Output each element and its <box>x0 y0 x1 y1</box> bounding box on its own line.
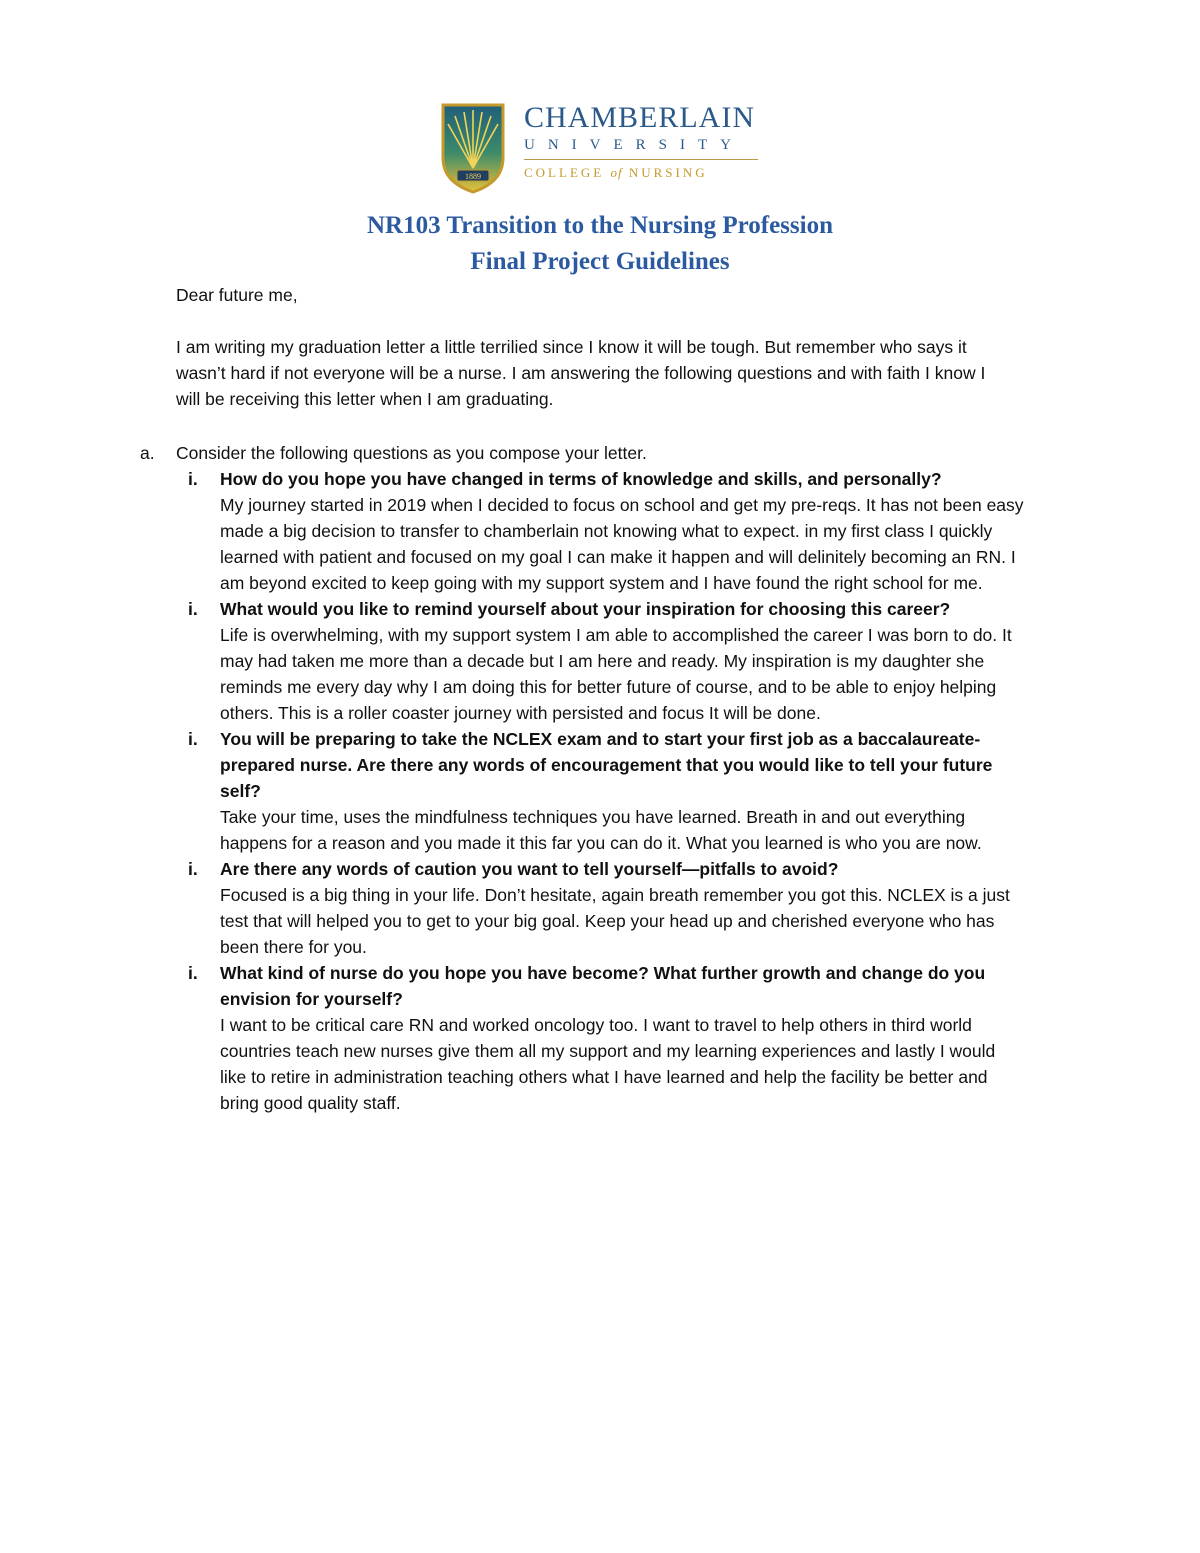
logo-college <box>524 164 760 182</box>
question-item <box>140 466 1140 596</box>
logo-college-post: NURSING <box>622 165 708 180</box>
shield-crest-icon <box>440 102 506 194</box>
question-list <box>140 466 1140 1116</box>
question-item <box>140 726 1140 856</box>
answer-line: others. This is a roller coaster journey with persisted and focus It will be done. <box>220 703 821 723</box>
answer-line: bring good quality staff. <box>220 1093 401 1113</box>
document-title: NR103 Transition to the Nursing Profession <box>366 212 833 239</box>
intro-line: will be receiving this letter when I am graduating. <box>176 389 554 409</box>
section-marker: a. <box>140 443 155 463</box>
logo-college-of: of <box>610 165 623 180</box>
intro-line: I am writing my graduation letter a little terrilied since I know it will be tough. But remember who says it <box>176 337 967 357</box>
question-item <box>140 856 1140 960</box>
intro-line: wasn’t hard if not everyone will be a nurse. I am answering the following questions and with faith I know I <box>176 363 986 383</box>
section-heading <box>140 440 1140 466</box>
answer-line: like to retire in administration teaching others what I have learned and help the facility be better and <box>220 1067 988 1087</box>
questions-section <box>140 440 1140 1116</box>
intro-paragraph <box>176 334 985 412</box>
question-marker: i. <box>188 963 198 983</box>
answer-line: reminds me every day why I am doing this for better future of course, and to be able to enjoy helping <box>220 677 997 697</box>
question-marker: i. <box>188 859 198 879</box>
question-body <box>220 960 1140 1116</box>
answer-line: countries teach new nurses give them all my support and my learning experiences and lastly I would <box>220 1041 996 1061</box>
university-logo <box>440 102 760 194</box>
logo-wordmark <box>524 102 760 182</box>
answer-line: I want to be critical care RN and worked oncology too. I want to travel to help others in third world <box>220 1015 972 1035</box>
answer-line: My journey started in 2019 when I decided to focus on school and get my pre-reqs. It has not been easy <box>220 495 1024 515</box>
question-item <box>140 960 1140 1116</box>
answer-line: learned with patient and focused on my goal I can make it happen and will delinitely becoming an RN. I <box>220 547 1016 567</box>
question-title-line: Are there any words of caution you want to tell yourself—pitfalls to avoid? <box>220 859 839 879</box>
question-body <box>220 466 1140 596</box>
question-title-line: What kind of nurse do you hope you have become? What further growth and change do you <box>220 963 986 983</box>
crest-year: 1889 <box>465 172 481 181</box>
question-title-line: prepared nurse. Are there any words of encouragement that you would like to tell your future <box>220 755 993 775</box>
answer-line: may had taken me more than a decade but I am here and ready. My inspiration is my daughter she <box>220 651 985 671</box>
question-body <box>220 856 1140 960</box>
question-title-line: envision for yourself? <box>220 989 403 1009</box>
answer-line: made a big decision to transfer to chamberlain not knowing what to expect. in my first class I quickly <box>220 521 993 541</box>
question-title-line: You will be preparing to take the NCLEX exam and to start your first job as a baccalaureate- <box>220 729 981 749</box>
answer-line: Focused is a big thing in your life. Don’t hesitate, again breath remember you got this. NCLEX is a just <box>220 885 1010 905</box>
logo-divider <box>524 159 758 160</box>
answer-line: happens for a reason and you made it this far you can do it. What you learned is who you are now. <box>220 833 982 853</box>
question-title-line: What would you like to remind yourself about your inspiration for choosing this career? <box>220 599 951 619</box>
question-marker: i. <box>188 729 198 749</box>
document-subtitle: Final Project Guidelines <box>470 248 730 275</box>
question-title-line: self? <box>220 781 261 801</box>
logo-college-pre: COLLEGE <box>524 165 611 180</box>
logo-university: UNIVERSITY <box>524 137 744 153</box>
question-body <box>220 596 1140 726</box>
section-label: Consider the following questions as you compose your letter. <box>176 443 647 463</box>
question-body <box>220 726 1140 856</box>
logo-name: CHAMBERLAIN <box>524 101 756 134</box>
answer-line: test that will helped you to get to your big goal. Keep your head up and cherished everyone who has <box>220 911 995 931</box>
answer-line: am beyond excited to keep going with my support system and I have found the right school for me. <box>220 573 983 593</box>
question-item <box>140 596 1140 726</box>
question-title-line: How do you hope you have changed in terms of knowledge and skills, and personally? <box>220 469 942 489</box>
greeting: Dear future me, <box>176 285 298 305</box>
question-marker: i. <box>188 469 198 489</box>
question-marker: i. <box>188 599 198 619</box>
answer-line: Life is overwhelming, with my support system I am able to accomplished the career I was born to do. It <box>220 625 1012 645</box>
answer-line: been there for you. <box>220 937 367 957</box>
answer-line: Take your time, uses the mindfulness techniques you have learned. Breath in and out everything <box>220 807 966 827</box>
